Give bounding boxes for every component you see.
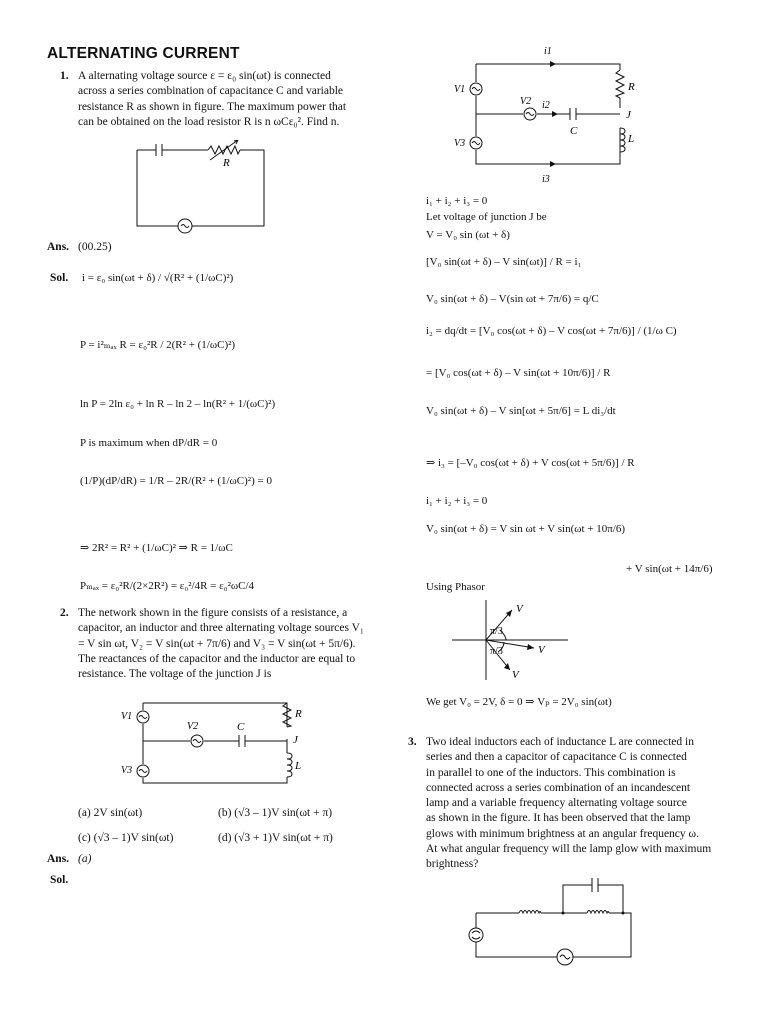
q2-ans-label: Ans.: [47, 853, 70, 865]
phasor-diagram: [450, 598, 570, 682]
q2-line: The reactances of the capacitor and the inductor are equal to: [78, 652, 356, 665]
q1-eq-current: i = ε₀ sin(ωt + δ) / √(R² + (1/ωC)²): [82, 272, 234, 284]
sol-eq-i3: ⇒ i₃ = [–V₀ cos(ωt + δ) + V cos(ωt + 5π/6)] / R: [426, 457, 635, 469]
sol-eq-v: V = V₀ sin (ωt + δ): [426, 229, 510, 241]
sol-eq-i2-simplified: = [V₀ cos(ωt + δ) – V sin(ωt + 10π/6)] / R: [426, 367, 611, 379]
q1-eq-power: P = i²ₘₐₓ R = ε₀²R / 2(R² + (1/ωC)²): [80, 339, 236, 351]
q2-line: resistance. The voltage of the junction J is: [78, 668, 272, 681]
phasor-angle-top-label: π/3: [490, 626, 503, 637]
sol-eq-inductor: V₀ sin(ωt + δ) – V sin[ωt + 5π/6] = L di₃/dt: [426, 405, 616, 417]
question-1-text: [78, 69, 376, 130]
sol-eq-sum: V₀ sin(ωt + δ) = V sin ωt + V sin(ωt + 10π/6): [426, 523, 626, 535]
q3-line: glows with minimum brightness at an angular frequency ω.: [426, 827, 699, 840]
sol-i3-label: i3: [542, 174, 550, 185]
q1-line: A alternating voltage source ε = ε₀ sin(ωt) is connected: [78, 70, 331, 82]
q2-line: = V sin ωt, V₂ = V sin(ωt + 7π/6) and V₃ = V sin(ωt + 5π/6).: [78, 637, 356, 650]
q1-circuit-diagram: [130, 140, 270, 235]
q3-line: At what angular frequency will the lamp glow with maximum: [426, 842, 712, 855]
q1-sol-label: Sol.: [50, 272, 69, 284]
q2-option-a: (a) 2V sin(ωt): [78, 807, 143, 819]
q1-ans-value: (00.25): [78, 241, 112, 253]
q1-eq-max-condition: P is maximum when dP/dR = 0: [80, 437, 218, 449]
question-2-text: [78, 606, 376, 682]
section-title: ALTERNATING CURRENT: [47, 45, 240, 62]
sol-eq-let: Let voltage of junction J be: [426, 211, 547, 223]
sol-v2-label: V2: [520, 96, 532, 107]
phasor-angle-bottom-label: π/3: [490, 646, 503, 657]
sol-eq-kcl: i₁ + i₂ + i₃ = 0: [426, 195, 488, 207]
phasor-v-top-label: V: [516, 603, 523, 615]
q2-circuit-diagram: [115, 695, 315, 790]
q2-option-c: (c) (√3 – 1)V sin(ωt): [78, 832, 174, 844]
q2-option-d: (d) (√3 + 1)V sin(ωt + π): [218, 832, 333, 844]
sol-eq-i1: [V₀ sin(ωt + δ) – V sin(ωt)] / R = i₁: [426, 256, 582, 268]
q2-v1-label: V1: [121, 711, 133, 722]
phasor-v-bottom-label: V: [512, 669, 519, 681]
question-2-number: 2.: [60, 607, 69, 619]
sol-eq-sum-cont: + V sin(ωt + 14π/6): [626, 563, 713, 575]
q2-l-label: L: [295, 760, 302, 772]
q2-v2-label: V2: [187, 721, 199, 732]
sol-l-label: L: [628, 133, 635, 145]
sol-v1-label: V1: [454, 84, 466, 95]
q1-eq-r-result: ⇒ 2R² = R² + (1/ωC)² ⇒ R = 1/ωC: [80, 542, 233, 554]
q2-j-label: J: [293, 734, 298, 746]
q3-line: brightness?: [426, 858, 479, 871]
question-1-number: 1.: [60, 70, 69, 82]
q2-v3-label: V3: [121, 765, 133, 776]
sol-eq-q: V₀ sin(ωt + δ) – V(sin ωt + 7π/6) = q/C: [426, 293, 599, 305]
q1-line: can be obtained on the load resistor R is n ωCε₀². Find n.: [78, 115, 340, 128]
q3-circuit-diagram: [465, 875, 640, 967]
q1-eq-derivative: (1/P)(dP/dR) = 1/R – 2R/(R² + (1/ωC)²) = 0: [80, 475, 272, 487]
sol-j-label: J: [626, 109, 631, 121]
q3-line: lamp and a variable frequency alternating voltage source: [426, 797, 687, 810]
q2-r-label: R: [295, 708, 302, 720]
sol-eq-i2: i₂ = dq/dt = [V₀ cos(ωt + δ) – V cos(ωt + 7π/6)] / (1/ω C): [426, 325, 677, 337]
q2-sol-label: Sol.: [50, 874, 69, 886]
q3-line: Two ideal inductors each of inductance L are connected in: [426, 736, 694, 748]
q2-line: The network shown in the figure consists of a resistance, a: [78, 607, 348, 619]
q2-option-b: (b) (√3 – 1)V sin(ωt + π): [218, 807, 333, 819]
q1-ans-label: Ans.: [47, 241, 70, 253]
sol-eq-kcl-2: i₁ + i₂ + i₃ = 0: [426, 495, 488, 507]
q1-line: across a series combination of capacitance C and variable: [78, 85, 344, 98]
q1-r-label: R: [223, 157, 230, 169]
q2-c-label: C: [237, 721, 245, 733]
solution-circuit-diagram: [448, 42, 648, 190]
q2-line: capacitor, an inductor and three alternating voltage sources V₁: [78, 622, 364, 635]
question-3-number: 3.: [408, 736, 417, 748]
sol-c-label: C: [570, 125, 578, 137]
sol-v3-label: V3: [454, 138, 466, 149]
q2-ans-value: (a): [78, 853, 92, 865]
q1-eq-log: ln P = 2ln ε₀ + ln R – ln 2 – ln(R² + 1/(ωC)²): [80, 398, 276, 410]
sol-using-phasor: Using Phasor: [426, 581, 485, 593]
q1-eq-pmax: Pₘₐₓ = ε₀²R/(2×2R²) = ε₀²/4R = ε₀²ωC/4: [80, 580, 255, 592]
phasor-v-right-label: V: [538, 644, 545, 656]
sol-i2-label: i2: [542, 100, 550, 111]
sol-i1-label: i1: [544, 46, 552, 57]
q1-line: resistance R as shown in figure. The maximum power that: [78, 100, 347, 113]
sol-eq-result: We get V₀ = 2V, δ = 0 ⇒ Vₚ = 2V₀ sin(ωt): [426, 696, 612, 708]
q3-line: series and then a capacitor of capacitance C is connected: [426, 751, 687, 764]
sol-r-label: R: [628, 81, 635, 93]
q3-line: in parallel to one of the inductors. This combination is: [426, 766, 676, 779]
question-3-text: [426, 735, 724, 873]
q3-line: as shown in the figure. It has been observed that the lamp: [426, 812, 691, 825]
q3-line: connected across a series combination of an incandescent: [426, 781, 691, 794]
